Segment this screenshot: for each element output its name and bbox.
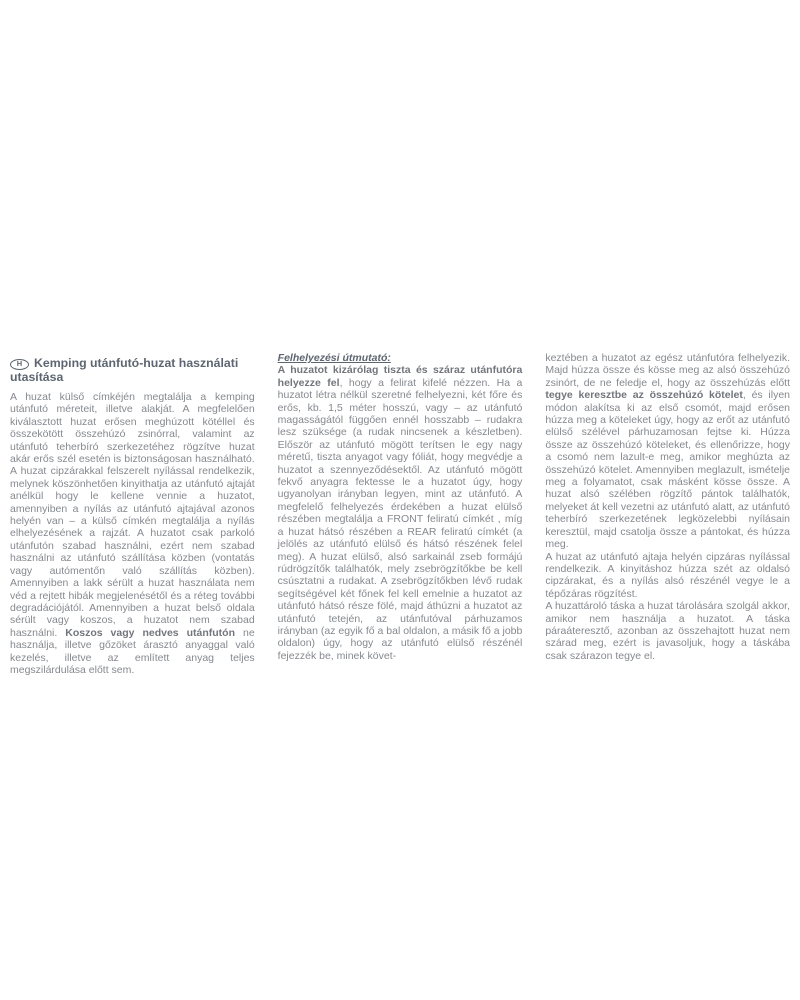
- column-1: [10, 352, 255, 676]
- text-run: ne használja, illetve gőzöket árasztó anyaggal való kezelés, illetve az említett anyag teljes megszilárdulása előtt sem.: [10, 626, 255, 676]
- paragraph-usage: [10, 391, 255, 676]
- text-run-bold: A huzatot kizárólag tiszta és száraz utánfutóra helyezze fel: [277, 364, 523, 389]
- text-run: , hogy a felirat kifelé nézzen. Ha a huzatot létra nélkül szeretné felhelyezni, két főre és erős, kb. 1,5 méter hosszú, vagy – az utánfutó magasságától függően ennél hosszabb – rudakra lesz szüksége (a rudak nincsenek a készletben). Először az utánfutó mögött terítsen le egy nagy méretű, tiszta anyagot vagy fóliát, hogy megvédje a huzatot a szennyeződésektől. Az utánfutó mögött fekvő anyagra fektesse le a huzatot úgy, hogy ugyanolyan irányban legyen, mint az utánfutó. A megfelelő felhelyezés érdekében a huzat elülső részében megtalálja a FRONT feliratú címkét , míg a huzat hátsó részében a REAR feliratú címkét (a jelölés az utánfutó elülső és hátsó részének felel meg). A huzat elülső, alsó sarkainál zseb formájú rúdrögzítők találhatók, mely zsebrögzítőkbe be kell csúsztatni a rudakat. A zsebrögzítőkben lévő rudak segítségével két főnek fel kell emelnie a huzatot az utánfutó hátsó része fölé, majd áthúzni a huzatot az utánfutó tetején, az utánfutóval párhuzamos irányban (az egyik fő a bal oldalon, a másik fő a jobb oldalon) úgy, hogy az utánfutó elülső részénél fejezzék be, minek követ-: [277, 376, 523, 662]
- hungarian-language-icon: H: [10, 359, 29, 370]
- text-run: A huzat külső címkéjén megtalálja a kemping utánfutó méreteit, illetve alakját. A megfelelően kiválasztott huzat erősen meghúzott kötéllel és összekötött összehúzó zsinórral, valamint az utánfutó teherbíró szerkezetéhez rögzítve huzat akár erős szél esetén is biztonságosan használható. A huzat cipzárakkal felszerelt nyílással rendelkezik, melynek köszönhetően kinyithatja az utánfutó ajtaját anélkül hogy le kellene vennie a huzatot, amennyiben a nyílás az utánfutó ajtajával azonos helyén van – a külső címkén megtalálja a nyílás elhelyezésének a rajzát. A huzatot csak parkoló utánfutón szabad használni, ezért nem szabad használni az utánfutó szállítása közben (vontatás vagy autómentőn való szállítás közben). Amennyiben a lakk sérült a huzat használata nem véd a rejtett hibák megjelenésétől és a réteg további degradációjától. Amennyiben a huzat belső oldala sérült vagy koszos, a huzatot nem szabad használni.: [10, 391, 255, 639]
- text-run-bold: Koszos vagy nedves utánfutón: [65, 626, 236, 639]
- text-run: keztében a huzatot az egész utánfutóra felhelyezik. Majd húzza össze és kösse meg az alsó összehúzó zsinórt, de ne feledje el, hogy az összehúzás előtt: [545, 352, 791, 389]
- paragraph-tightening: [545, 352, 790, 551]
- column-3: [545, 352, 790, 676]
- paragraph-zipper-opening: A huzat az utánfutó ajtaja helyén cipzáras nyílással rendelkezik. A kinyitáshoz húzza szét az oldalsó cipzárakat, és a nyílás alsó részénél vegye le a tépőzáras rögzítést.: [545, 550, 791, 600]
- paragraph-placement: [278, 364, 523, 662]
- text-run: , és ilyen módon alakítsa ki az első csomót, majd erősen húzza meg a köteleket úgy, hogy az erőt az utánfutó elülső szélével párhuzamosan fejtse ki. Húzza össze az összehúzó köteleket, és ellenőrizze, hogy a csomó nem lazult-e meg, amikor meghúzta az összehúzó kötelet. Amennyiben meglazult, ismételje meg a folyamatot, csak másként kösse össze. A huzat alsó szélében rögzítő pántok találhatók, melyeket át kell vezetni az utánfutó alatt, az utánfutó teherbíró szerkezetének legközelebbi nyílásain keresztül, majd csatolja össze a pántokat, és húzza meg.: [545, 389, 791, 551]
- section-heading: [10, 356, 255, 384]
- paragraph-storage-bag: A huzattároló táska a huzat tárolására szolgál akkor, amikor nem használja a huzatot. A táska páraáteresztő, azonban az összehajtott huzat nem szárad meg, ezért is javasoljuk, hogy a táskába csak szárazon tegye el.: [545, 600, 791, 662]
- text-run-bold: tegye keresztbe az összehúzó kötelet: [545, 389, 743, 402]
- section-heading-text: Kemping utánfutó-huzat használati utasítása: [10, 356, 239, 384]
- subsection-heading: Felhelyezési útmutató:: [277, 352, 391, 364]
- text-columns: [10, 352, 790, 676]
- column-2: [278, 352, 523, 676]
